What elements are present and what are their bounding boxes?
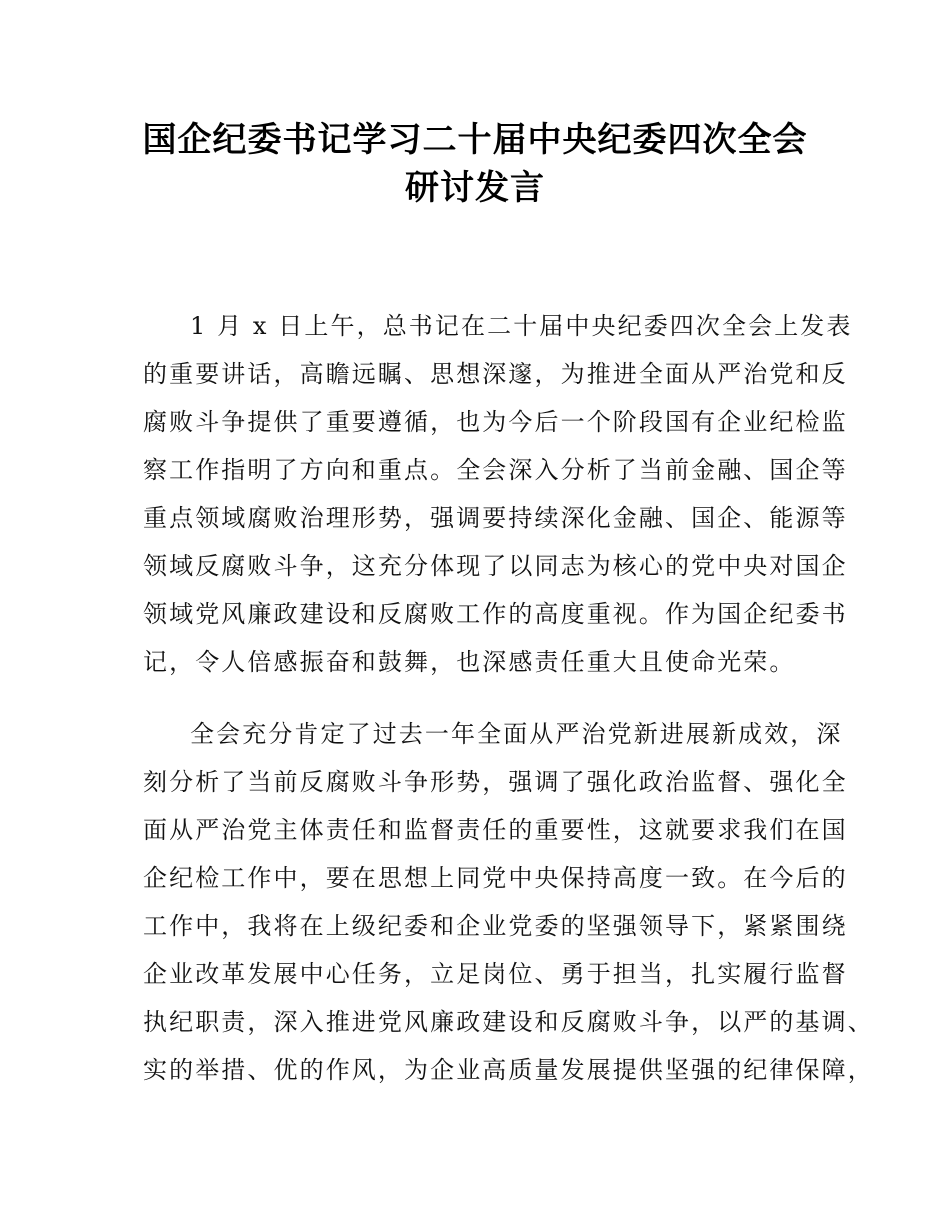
paragraph-line: 实的举措、优的作风，为企业高质量发展提供坚强的纪律保障， — [143, 1056, 874, 1084]
paragraph-line: 面从严治党主体责任和监督责任的重要性，这就要求我们在国 — [143, 816, 848, 844]
paragraph-line: 察工作指明了方向和重点。全会深入分析了当前金融、国企等 — [143, 456, 848, 484]
document-title-line-1: 国企纪委书记学习二十届中央纪委四次全会 — [142, 120, 808, 160]
document-title-line-2: 研讨发言 — [405, 168, 545, 208]
paragraph-line: 记，令人倍感振奋和鼓舞，也深感责任重大且使命光荣。 — [143, 648, 796, 676]
paragraph-line: 领域反腐败斗争，这充分体现了以同志为核心的党中央对国企 — [143, 552, 848, 580]
paragraph-line: 企纪检工作中，要在思想上同党中央保持高度一致。在今后的 — [143, 864, 848, 892]
paragraph-line: 全会充分肯定了过去一年全面从严治党新进展新成效，深 — [190, 720, 843, 748]
paragraph-line: 执纪职责，深入推进党风廉政建设和反腐败斗争，以严的基调、 — [143, 1008, 874, 1036]
paragraph-line: 重点领域腐败治理形势，强调要持续深化金融、国企、能源等 — [143, 504, 848, 532]
paragraph-line: 1 月 x 日上午，总书记在二十届中央纪委四次全会上发表 — [190, 312, 853, 340]
paragraph-line: 腐败斗争提供了重要遵循，也为今后一个阶段国有企业纪检监 — [143, 408, 848, 436]
paragraph-line: 领域党风廉政建设和反腐败工作的高度重视。作为国企纪委书 — [143, 600, 848, 628]
paragraph-line: 的重要讲话，高瞻远瞩、思想深邃，为推进全面从严治党和反 — [143, 360, 848, 388]
paragraph-line: 企业改革发展中心任务，立足岗位、勇于担当，扎实履行监督 — [143, 960, 848, 988]
paragraph-line: 刻分析了当前反腐败斗争形势，强调了强化政治监督、强化全 — [143, 768, 848, 796]
paragraph-line: 工作中，我将在上级纪委和企业党委的坚强领导下，紧紧围绕 — [143, 912, 848, 940]
